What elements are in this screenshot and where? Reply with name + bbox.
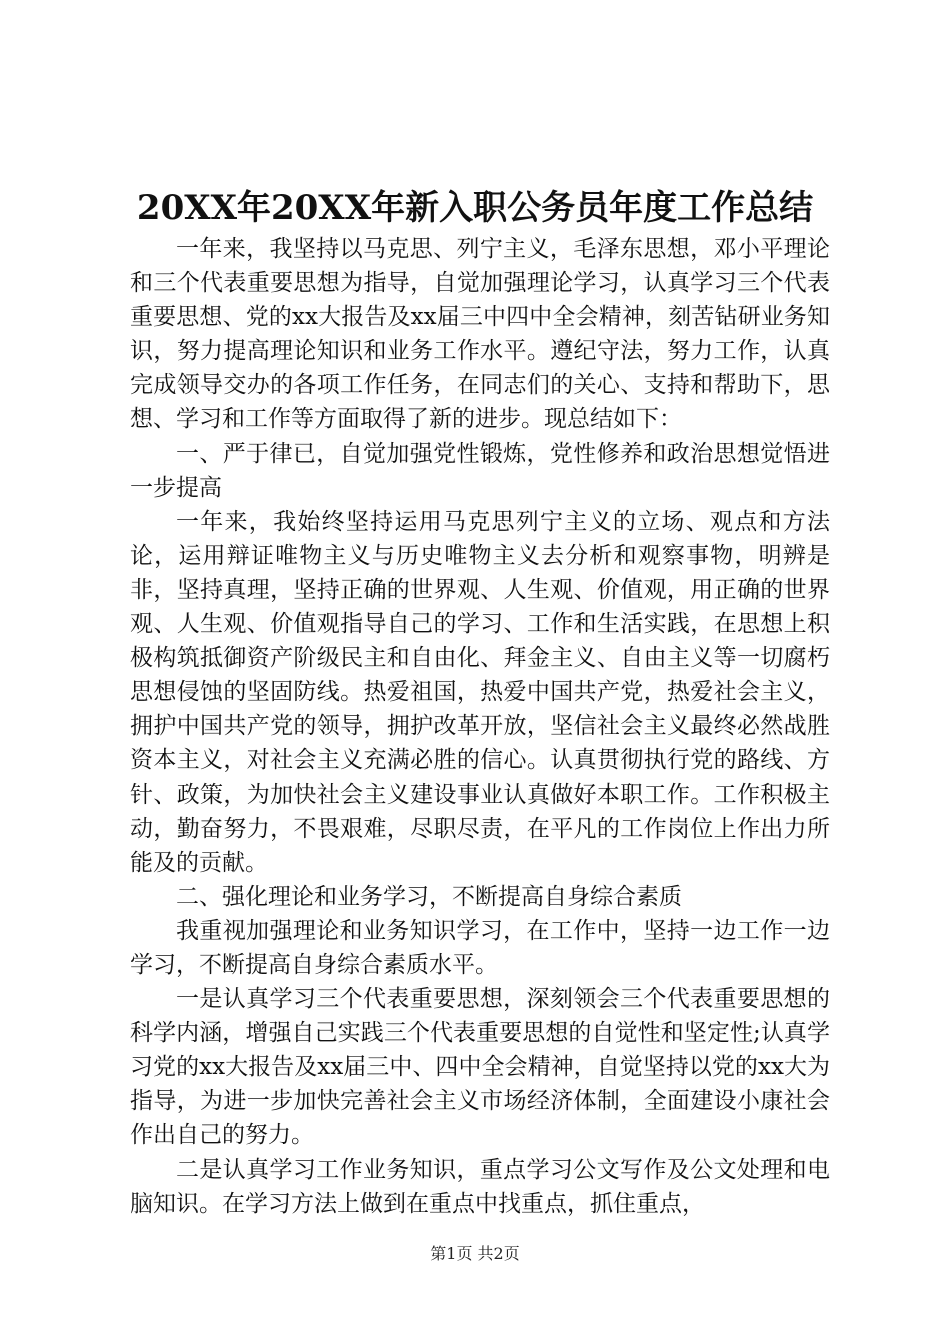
paragraph-intro: 一年来，我坚持以马克思、列宁主义，毛泽东思想，邓小平理论和三个代表重要思想为指导，自觉加强理论学习，认真学习三个代表重要思想、党的xx大报告及xx届三中四中全会精神，刻苦钻研业务知识，努力提高理论知识和业务工作水平。遵纪守法，努力工作，认真完成领导交办的各项工作任务，在同志们的关心、支持和帮助下，思想、学习和工作等方面取得了新的进步。现总结如下： [130, 236, 830, 433]
section-heading-2: 二、强化理论和业务学习，不断提高自身综合素质 [176, 883, 682, 910]
paragraph-point-1: 一是认真学习三个代表重要思想，深刻领会三个代表重要思想的科学内涵，增强自己实践三个代表重要思想的自觉性和坚定性;认真学习党的xx大报告及xx届三中、四中全会精神，自觉坚持以党的xx大为指导，为进一步加快完善社会主义市场经济体制，全面建设小康社会作出自己的努力。 [130, 986, 830, 1149]
paragraph-section-2-intro: 我重视加强理论和业务知识学习，在工作中，坚持一边工作一边学习，不断提高自身综合素质水平。 [130, 917, 830, 978]
paragraph-section-1: 一年来，我始终坚持运用马克思列宁主义的立场、观点和方法论，运用辩证唯物主义与历史唯物主义去分析和观察事物，明辨是非，坚持真理，坚持正确的世界观、人生观、价值观，用正确的世界观、人生观、价值观指导自己的学习、工作和生活实践，在思想上积极构筑抵御资产阶级民主和自由化、拜金主义、自由主义等一切腐朽思想侵蚀的坚固防线。热爱祖国，热爱中国共产党，热爱社会主义，拥护中国共产党的领导，拥护改革开放，坚信社会主义最终必然战胜资本主义，对社会主义充满必胜的信心。认真贯彻执行党的路线、方针、政策，为加快社会主义建设事业认真做好本职工作。工作积极主动，勤奋努力，不畏艰难，尽职尽责，在平凡的工作岗位上作出力所能及的贡献。 [130, 508, 830, 876]
page-footer: 第1页 共2页 [430, 1244, 520, 1263]
document-title: 20XX年20XX年新入职公务员年度工作总结 [136, 188, 814, 228]
paragraph-point-2: 二是认真学习工作业务知识，重点学习公文写作及公文处理和电脑知识。在学习方法上做到在重点中找重点，抓住重点， [130, 1156, 830, 1217]
document-body [130, 232, 830, 1221]
section-heading-1: 一、严于律已，自觉加强党性锻炼，党性修养和政治思想觉悟进一步提高 [130, 440, 830, 501]
